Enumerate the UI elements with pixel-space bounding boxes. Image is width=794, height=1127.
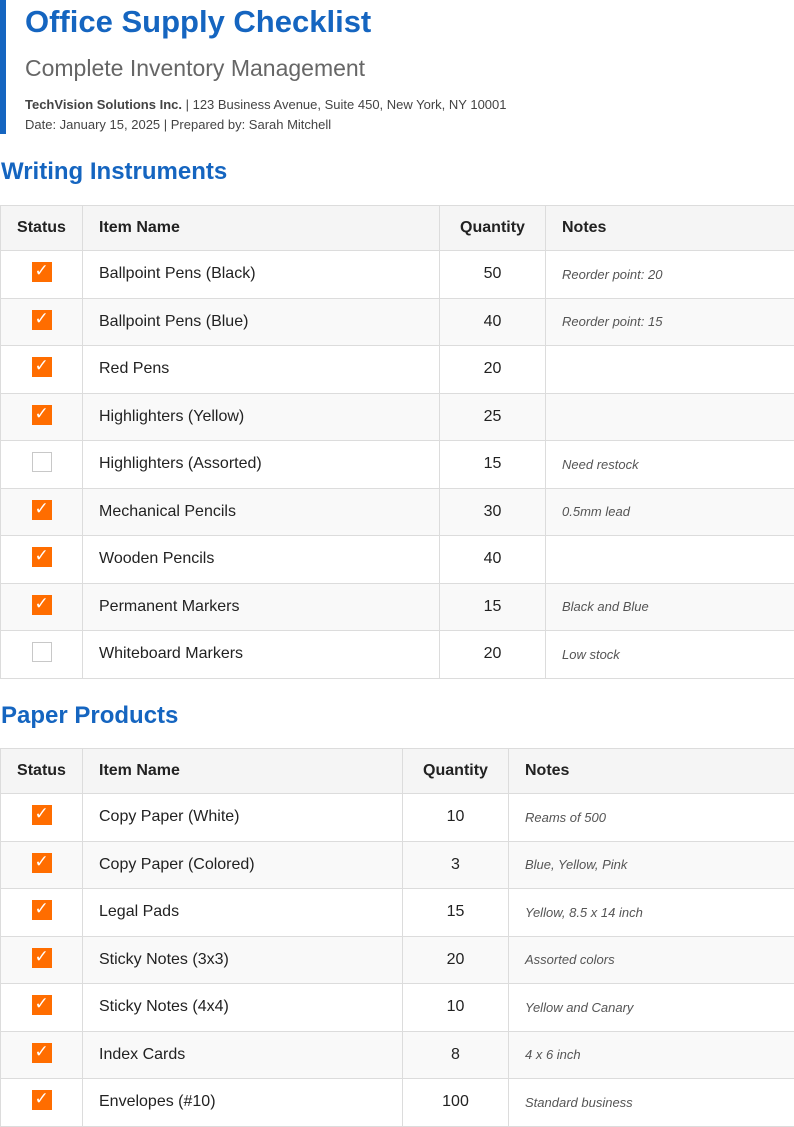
table-header-row xyxy=(1,206,794,251)
quantity-cell: 40 xyxy=(440,298,546,346)
table-row xyxy=(1,631,794,679)
checkbox-checked[interactable] xyxy=(32,1043,52,1063)
item-name-cell: Sticky Notes (4x4) xyxy=(83,984,403,1032)
table-row xyxy=(1,841,794,889)
company-name: TechVision Solutions Inc. xyxy=(25,97,182,112)
quantity-cell: 20 xyxy=(440,346,546,394)
quantity-cell: 15 xyxy=(440,441,546,489)
item-name-cell: Highlighters (Assorted) xyxy=(83,441,440,489)
item-name-cell: Legal Pads xyxy=(83,889,403,937)
column-header-notes: Notes xyxy=(546,206,794,251)
notes-cell: Reorder point: 15 xyxy=(546,298,794,346)
writing-instruments-table xyxy=(0,205,794,679)
checkbox-checked[interactable] xyxy=(32,1090,52,1110)
checkbox-checked[interactable] xyxy=(32,900,52,920)
item-name-cell: Index Cards xyxy=(83,1031,403,1079)
quantity-cell: 100 xyxy=(403,1079,509,1127)
status-cell xyxy=(1,536,83,584)
header-accent-bar xyxy=(0,0,6,134)
company-address: | 123 Business Avenue, Suite 450, New York, NY 10001 xyxy=(182,97,507,112)
table-row xyxy=(1,488,794,536)
table-row xyxy=(1,583,794,631)
checkbox-checked[interactable] xyxy=(32,405,52,425)
checkbox-checked[interactable] xyxy=(32,500,52,520)
notes-cell: Need restock xyxy=(546,441,794,489)
table-row xyxy=(1,393,794,441)
item-name-cell: Ballpoint Pens (Blue) xyxy=(83,298,440,346)
quantity-cell: 25 xyxy=(440,393,546,441)
table-row xyxy=(1,889,794,937)
table-row xyxy=(1,936,794,984)
quantity-cell: 10 xyxy=(403,794,509,842)
status-cell xyxy=(1,1031,83,1079)
checkbox-checked[interactable] xyxy=(32,805,52,825)
status-cell xyxy=(1,631,83,679)
table-row xyxy=(1,346,794,394)
table-row xyxy=(1,984,794,1032)
item-name-cell: Permanent Markers xyxy=(83,583,440,631)
quantity-cell: 50 xyxy=(440,251,546,299)
status-cell xyxy=(1,889,83,937)
quantity-cell: 3 xyxy=(403,841,509,889)
quantity-cell: 30 xyxy=(440,488,546,536)
status-cell xyxy=(1,251,83,299)
page-subtitle: Complete Inventory Management xyxy=(25,55,365,82)
notes-cell: Low stock xyxy=(546,631,794,679)
table-row xyxy=(1,298,794,346)
column-header-status: Status xyxy=(1,749,83,794)
status-cell xyxy=(1,841,83,889)
notes-cell xyxy=(546,346,794,394)
notes-cell: Standard business xyxy=(509,1079,794,1127)
table-header-row xyxy=(1,749,794,794)
notes-cell: Yellow and Canary xyxy=(509,984,794,1032)
item-name-cell: Copy Paper (Colored) xyxy=(83,841,403,889)
column-header-notes: Notes xyxy=(509,749,794,794)
document-header xyxy=(0,0,794,134)
notes-cell: Blue, Yellow, Pink xyxy=(509,841,794,889)
status-cell xyxy=(1,346,83,394)
table-row xyxy=(1,251,794,299)
column-header-status: Status xyxy=(1,206,83,251)
status-cell xyxy=(1,393,83,441)
status-cell xyxy=(1,794,83,842)
table-row xyxy=(1,1079,794,1127)
quantity-cell: 8 xyxy=(403,1031,509,1079)
checkbox-unchecked[interactable] xyxy=(32,642,52,662)
status-cell xyxy=(1,488,83,536)
item-name-cell: Copy Paper (White) xyxy=(83,794,403,842)
table-row xyxy=(1,794,794,842)
section-title-paper-products: Paper Products xyxy=(1,702,178,730)
notes-cell: Assorted colors xyxy=(509,936,794,984)
item-name-cell: Mechanical Pencils xyxy=(83,488,440,536)
page-title: Office Supply Checklist xyxy=(25,4,371,40)
notes-cell xyxy=(546,536,794,584)
column-header-item-name: Item Name xyxy=(83,749,403,794)
checkbox-checked[interactable] xyxy=(32,995,52,1015)
checkbox-checked[interactable] xyxy=(32,853,52,873)
notes-cell: Reams of 500 xyxy=(509,794,794,842)
column-header-quantity: Quantity xyxy=(440,206,546,251)
notes-cell: 0.5mm lead xyxy=(546,488,794,536)
status-cell xyxy=(1,984,83,1032)
checkbox-checked[interactable] xyxy=(32,310,52,330)
paper-products-table xyxy=(0,748,794,1127)
item-name-cell: Highlighters (Yellow) xyxy=(83,393,440,441)
quantity-cell: 20 xyxy=(403,936,509,984)
quantity-cell: 15 xyxy=(403,889,509,937)
item-name-cell: Wooden Pencils xyxy=(83,536,440,584)
checkbox-unchecked[interactable] xyxy=(32,452,52,472)
notes-cell: Reorder point: 20 xyxy=(546,251,794,299)
notes-cell xyxy=(546,393,794,441)
quantity-cell: 20 xyxy=(440,631,546,679)
table-row xyxy=(1,536,794,584)
item-name-cell: Whiteboard Markers xyxy=(83,631,440,679)
status-cell xyxy=(1,1079,83,1127)
table-row xyxy=(1,441,794,489)
status-cell xyxy=(1,298,83,346)
section-title-writing-instruments: Writing Instruments xyxy=(1,158,227,186)
item-name-cell: Red Pens xyxy=(83,346,440,394)
column-header-item-name: Item Name xyxy=(83,206,440,251)
quantity-cell: 15 xyxy=(440,583,546,631)
notes-cell: Black and Blue xyxy=(546,583,794,631)
date-prepared-line: Date: January 15, 2025 | Prepared by: Sarah Mitchell xyxy=(25,117,331,132)
checkbox-checked[interactable] xyxy=(32,948,52,968)
checkbox-checked[interactable] xyxy=(32,262,52,282)
checkbox-checked[interactable] xyxy=(32,357,52,377)
quantity-cell: 10 xyxy=(403,984,509,1032)
item-name-cell: Sticky Notes (3x3) xyxy=(83,936,403,984)
item-name-cell: Envelopes (#10) xyxy=(83,1079,403,1127)
quantity-cell: 40 xyxy=(440,536,546,584)
table-row xyxy=(1,1031,794,1079)
checkbox-checked[interactable] xyxy=(32,547,52,567)
column-header-quantity: Quantity xyxy=(403,749,509,794)
notes-cell: Yellow, 8.5 x 14 inch xyxy=(509,889,794,937)
company-line xyxy=(25,97,507,112)
status-cell xyxy=(1,936,83,984)
status-cell xyxy=(1,583,83,631)
status-cell xyxy=(1,441,83,489)
notes-cell: 4 x 6 inch xyxy=(509,1031,794,1079)
item-name-cell: Ballpoint Pens (Black) xyxy=(83,251,440,299)
checkbox-checked[interactable] xyxy=(32,595,52,615)
